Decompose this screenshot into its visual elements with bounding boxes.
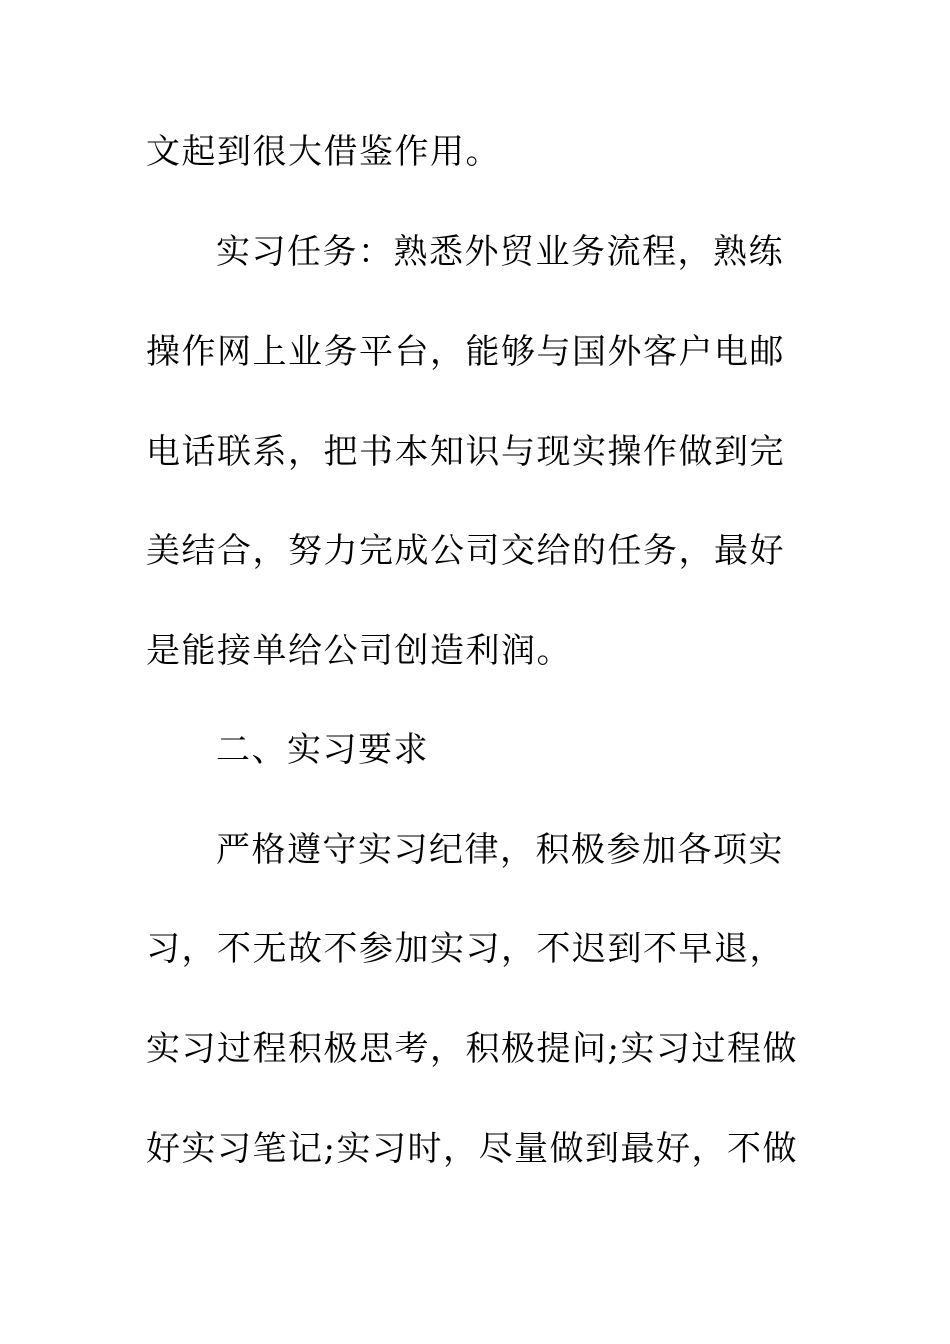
section-heading: 二、实习要求 [216, 730, 429, 770]
paragraph-line-8: 习，不无故不参加实习，不迟到不早退， [146, 929, 785, 969]
paragraph-line-7: 严格遵守实习纪律，积极参加各项实 [216, 830, 784, 870]
paragraph-line-1: 文起到很大借鉴作用。 [146, 132, 501, 172]
paragraph-line-4: 电话联系，把书本知识与现实操作做到完 [146, 432, 785, 472]
paragraph-line-9: 实习过程积极思考，积极提问;实习过程做 [146, 1029, 798, 1069]
paragraph-line-2: 实习任务：熟悉外贸业务流程，熟练 [216, 232, 784, 272]
paragraph-line-6: 是能接单给公司创造利润。 [146, 631, 572, 671]
paragraph-line-10: 好实习笔记;实习时，尽量做到最好，不做 [146, 1129, 798, 1169]
paragraph-line-3: 操作网上业务平台，能够与国外客户电邮 [146, 332, 785, 372]
paragraph-line-5: 美结合，努力完成公司交给的任务，最好 [146, 531, 785, 571]
